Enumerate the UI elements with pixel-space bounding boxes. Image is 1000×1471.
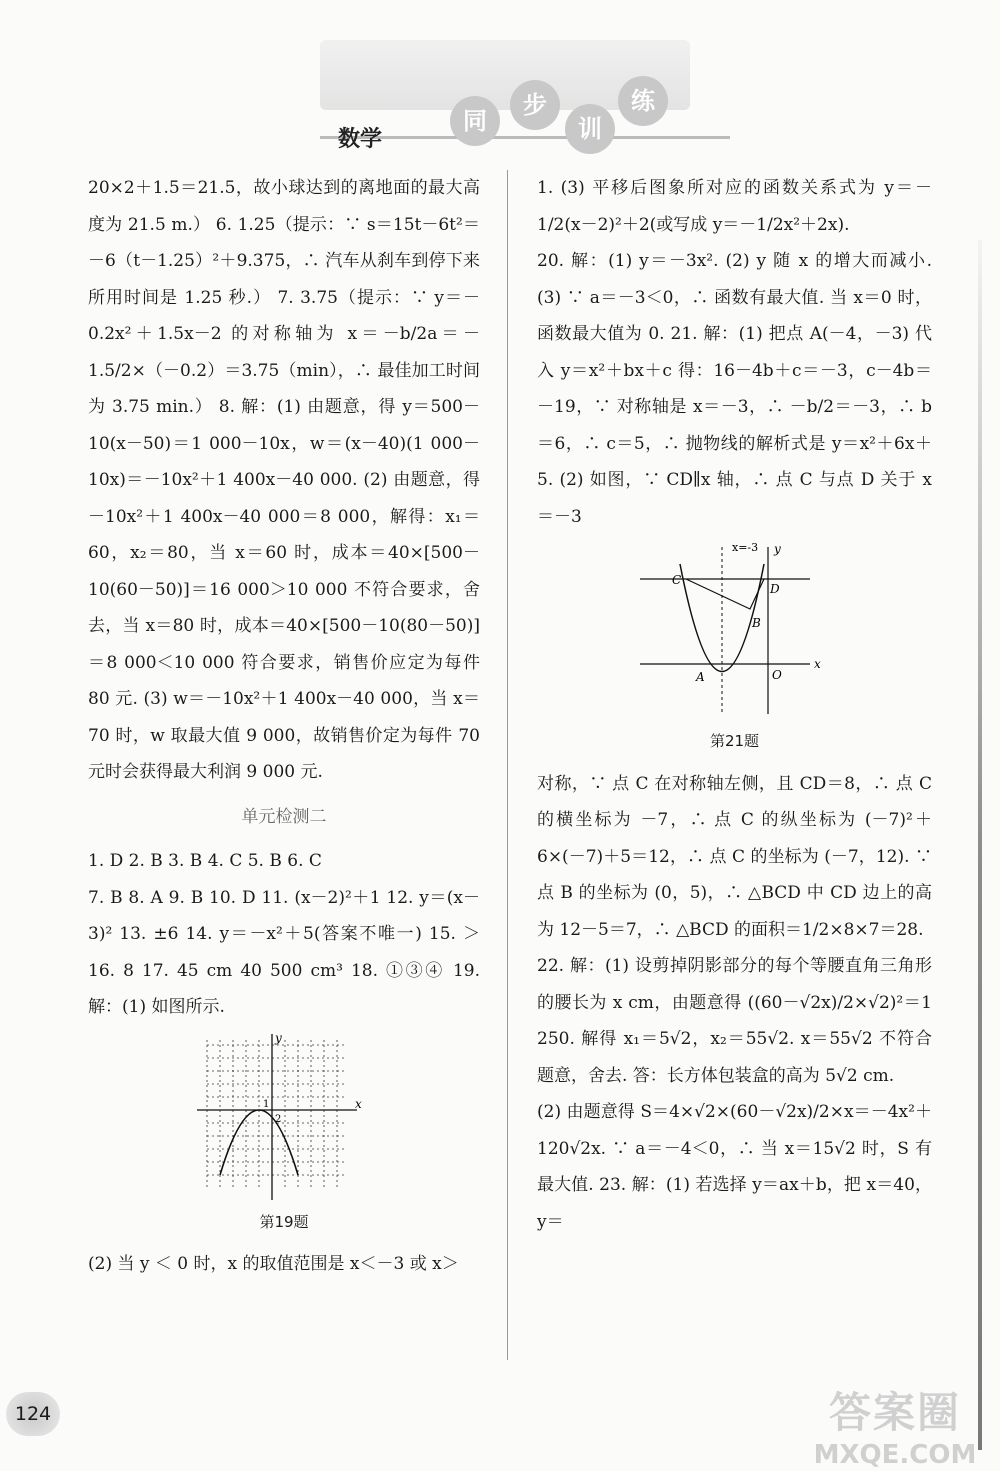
fig21-axis-label: x=-3 — [731, 541, 758, 554]
answer-paragraph: 对称，∵ 点 C 在对称轴左侧，且 CD＝8，∴ 点 C 的横坐标为 －7，∴ 点 C 的纵坐标为 (－7)²＋6×(－7)＋5＝12，∴ 点 C 的坐标为 (－7，12). ∵ 点 B 的坐标为 (0，5)，∴ △BCD 中 CD 边上的高为 12－5＝7，∴ △BCD 的面积＝1/2×8×7＝28. — [537, 773, 932, 940]
fig21-x-label: x — [813, 657, 821, 671]
figure-21-caption: 第21题 — [709, 732, 760, 750]
binding-edge-shadow — [978, 240, 982, 1450]
origin-label: O — [771, 668, 782, 682]
watermark-line-1: 答案圈 — [828, 1388, 961, 1437]
fig19-y-label: y — [274, 1030, 282, 1045]
section-title: 单元检测二 — [241, 806, 327, 827]
answer-paragraph: 1. (3) 平移后图象所对应的函数关系式为 y＝－1/2(x－2)²＋2(或写成 y＝－1/2x²＋2x). — [537, 178, 932, 235]
watermark-line-2: MXQE.COM — [813, 1440, 977, 1470]
fig19-tick-2: 2 — [274, 1113, 281, 1125]
answer-paragraph: 22. 解：(1) 设剪掉阴影部分的每个等腰直角三角形的腰长为 x cm，由题意得 ((60－√2x)/2×√2)²＝1 250. 解得 x₁＝5√2，x₂＝55√2. x＝55√2 不符合题意，舍去. 答：长方体包装盒的高为 5√2 cm. — [537, 956, 932, 1086]
point-b-label: B — [751, 616, 761, 630]
answer-paragraph: 20×2＋1.5＝21.5，故小球达到的离地面的最大高度为 21.5 m.） 6. 1.25（提示：∵ s＝15t－6t²＝－6（t－1.25）²＋9.375，∴ 汽车从刹车到停下来所用时间是 1.25 秒.） 7. 3.75（提示：∵ y＝－0.2x²＋1.5x－2 的对称轴为 x＝－b/2a＝－1.5/2×（－0.2）＝3.75（min），∴ 最佳加工时间为 3.75 min.） 8. 解：(1) 由题意，得 y＝500－10(x－50)＝1 000－10x，w＝(x－40)(1 000－10x)＝－10x²＋1 400x－40 000. (2) 由题意，得 －10x²＋1 400x－40 000＝8 000，解得：x₁＝60，x₂＝80，当 x＝60 时，成本＝40×[500－10(60－50)]＝16 000＞10 000 不符合要求，舍去，当 x＝80 时，成本＝40×[500－10(80－50)]＝8 000＜10 000 符合要求，销售价应定为每件 80 元. (3) w＝－10x²＋1 400x－40 000，当 x＝70 时，w 取最大值 9 000，故销售价定为每件 70 元时会获得最大利润 9 000 元. — [88, 178, 480, 782]
triangle-bcd — [686, 579, 764, 609]
point-c-label: C — [671, 573, 681, 587]
fig19-tick-1: 1 — [262, 1098, 269, 1110]
series-char-2: 步 — [510, 80, 560, 130]
figure-21-graph — [640, 539, 830, 719]
figure-19-graph — [197, 1030, 372, 1200]
series-char-3: 训 — [565, 104, 615, 154]
series-char-4: 练 — [618, 76, 668, 126]
watermark — [800, 1380, 990, 1470]
answer-paragraph: (2) 由题意得 S＝4×√2×(60－√2x)/2×x＝－4x²＋120√2x. ∵ a＝－4＜0，∴ 当 x＝15√2 时，S 有最大值. 23. 解：(1) 若选择 y＝ax＋b，把 x＝40，y＝ — [537, 1102, 932, 1232]
subject-label: 数学 — [338, 127, 383, 152]
point-d-label: D — [769, 582, 780, 596]
fig19-x-label: x — [354, 1096, 362, 1111]
answer-last-line: (2) 当 y ＜ 0 时，x 的取值范围是 x＜－3 或 x＞ — [88, 1254, 459, 1274]
column-divider — [507, 170, 508, 1360]
figure-19-caption: 第19题 — [259, 1212, 309, 1231]
answer-list: 7. B 8. A 9. B 10. D 11. (x－2)²＋1 12. y＝(x－3)² 13. ±6 14. y＝－x²＋5(答案不唯一) 15. ＞ 16. 8 17. 45 cm 40 500 cm³ 18. ①③④ 19. 解：(1) 如图所示. — [88, 887, 480, 1017]
answer-paragraph: 20. 解：(1) y＝－3x². (2) y 随 x 的增大而减小. (3) ∵ a＝－3＜0，∴ 函数有最大值. 当 x＝0 时，函数最大值为 0. 21. 解：(1) 把点 A(－4，－3) 代入 y＝x²＋bx＋c 得：16－4b＋c＝－3，c－4b＝－19，∵ 对称轴是 x＝－3，∴ －b/2＝－3，∴ b＝6，∴ c＝5，∴ 抛物线的解析式是 y＝x²＋6x＋5. (2) 如图，∵ CD∥x 轴，∴ 点 C 与点 D 关于 x＝－3 — [537, 251, 932, 527]
page-number: 124 — [6, 1392, 60, 1436]
answer-list-line: 1. D 2. B 3. B 4. C 5. B 6. C — [88, 851, 322, 871]
right-column — [537, 170, 932, 1240]
page-header — [320, 36, 700, 152]
point-a-label: A — [695, 670, 705, 684]
left-column — [88, 170, 480, 1283]
series-char-1: 同 — [450, 96, 500, 146]
fig21-y-label: y — [773, 542, 781, 556]
